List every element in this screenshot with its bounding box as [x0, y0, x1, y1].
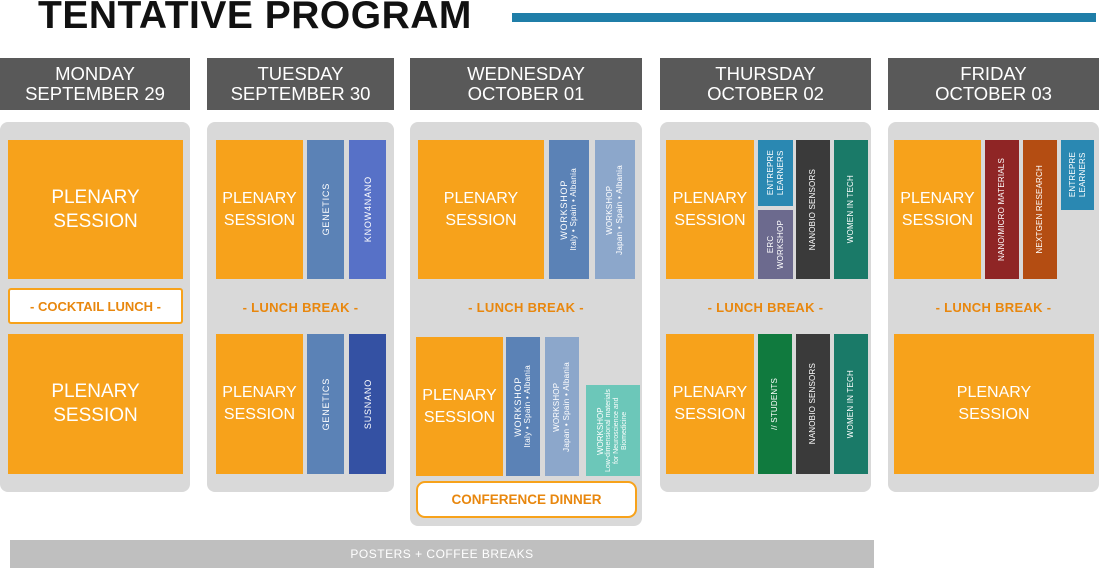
- workshop-countries: Japan • Spain • Albania: [615, 164, 624, 255]
- day-header-thursday: [660, 58, 871, 110]
- session-women-in-tech-pm: [834, 334, 868, 474]
- plenary-session-am: [666, 140, 754, 279]
- plenary-label: PLENARY: [900, 189, 975, 207]
- plenary-session-pm: [894, 334, 1094, 474]
- workshop-label: [513, 365, 533, 448]
- day-header-wednesday: [410, 58, 642, 110]
- day-name: MONDAY: [55, 63, 135, 84]
- column-thursday: [660, 122, 871, 492]
- day-name: THURSDAY: [715, 63, 816, 84]
- day-date: OCTOBER 01: [467, 83, 585, 104]
- lunch-break: - LUNCH BREAK -: [242, 300, 359, 315]
- plenary-session-pm: [8, 334, 183, 474]
- day-date: OCTOBER 02: [707, 83, 824, 104]
- workshop-countries: Japan • Spain • Albania: [562, 361, 571, 452]
- session-entrepre-learners: [758, 140, 793, 206]
- session-students: [758, 334, 792, 474]
- session-nextgen-research: [1023, 140, 1057, 279]
- plenary-session-am: [418, 140, 544, 279]
- plenary-label: SESSION: [53, 405, 138, 426]
- workshop-title: WORKSHOP: [559, 179, 569, 240]
- column-monday: [0, 122, 190, 492]
- column-wednesday: [410, 122, 642, 526]
- workshop-countries: Italy • Spain • Albania: [523, 365, 532, 448]
- workshop-label: [559, 168, 579, 251]
- workshop-japan-am: [595, 140, 635, 279]
- session-label: NEXTGEN RESEARCH: [1035, 165, 1044, 254]
- conference-dinner: CONFERENCE DINNER: [416, 481, 637, 518]
- plenary-label: SESSION: [53, 210, 138, 232]
- column-tuesday: [207, 122, 394, 492]
- day-header-monday: [0, 58, 190, 110]
- workshop-countries: Italy • Spain • Albania: [569, 168, 578, 251]
- workshop-italy-pm: [506, 337, 540, 476]
- session-entrepre-learners: [1061, 140, 1094, 210]
- session-label: SUSNANO: [362, 378, 373, 430]
- workshop-label: [597, 388, 629, 474]
- plenary-session-pm: [216, 334, 303, 474]
- session-nano-micro-materials: [985, 140, 1019, 279]
- plenary-label: PLENARY: [222, 384, 297, 401]
- plenary-label: PLENARY: [443, 189, 519, 207]
- day-date: SEPTEMBER 29: [25, 83, 165, 104]
- day-header-friday: [888, 58, 1099, 110]
- session-label: // STUDENTS: [770, 378, 779, 430]
- session-label: WOMEN IN TECH: [846, 369, 855, 439]
- day-date: SEPTEMBER 30: [230, 83, 371, 104]
- day-header-tuesday: [207, 58, 394, 110]
- session-genetics-pm: [307, 334, 344, 474]
- plenary-session-pm: [416, 337, 503, 476]
- session-genetics-am: [307, 140, 344, 279]
- plenary-label: PLENARY: [672, 384, 748, 401]
- plenary-label: PLENARY: [956, 384, 1032, 401]
- session-label-line: ENTREPRE: [765, 150, 775, 196]
- session-label: KNOW4NANO: [362, 176, 373, 243]
- session-label: [766, 220, 786, 269]
- session-label: NANOBIO SENSORS: [808, 168, 817, 251]
- session-label-line: LEARNERS: [1077, 152, 1087, 198]
- workshop-japan-pm: [545, 337, 579, 476]
- plenary-label: SESSION: [423, 408, 496, 426]
- posters-coffee-breaks-bar: POSTERS + COFFEE BREAKS: [10, 540, 874, 568]
- session-nanobio-sensors-pm: [796, 334, 830, 474]
- session-susnano: [349, 334, 386, 474]
- session-label: NANOBIO SENSORS: [808, 363, 817, 445]
- session-label-line: LEARNERS: [775, 150, 785, 196]
- plenary-label: SESSION: [958, 406, 1030, 423]
- workshop-title: WORKSHOP: [605, 184, 614, 235]
- plenary-session-am: [8, 140, 183, 279]
- plenary-label: SESSION: [674, 406, 746, 423]
- session-erc-workshop: [758, 210, 793, 279]
- session-label: [766, 150, 786, 195]
- session-label-line: ERC: [765, 235, 775, 254]
- day-name: FRIDAY: [960, 63, 1027, 84]
- day-name: TUESDAY: [257, 63, 344, 84]
- lunch-break: - LUNCH BREAK -: [935, 300, 1052, 315]
- plenary-label: SESSION: [223, 406, 296, 423]
- session-women-in-tech-am: [834, 140, 868, 279]
- cocktail-lunch: - COCKTAIL LUNCH -: [8, 288, 183, 324]
- day-name: WEDNESDAY: [467, 63, 585, 84]
- day-date: OCTOBER 03: [935, 83, 1052, 104]
- plenary-label: PLENARY: [222, 189, 297, 207]
- session-nanobio-sensors-am: [796, 140, 830, 279]
- plenary-label: SESSION: [674, 211, 746, 229]
- session-label: NANO/MICRO MATERIALS: [997, 158, 1006, 261]
- plenary-label: PLENARY: [51, 381, 140, 402]
- plenary-label: PLENARY: [672, 189, 748, 207]
- workshop-topic: Low-dimensional materials for Neuroscience and Biomedicine: [605, 389, 628, 472]
- plenary-label: SESSION: [445, 211, 517, 229]
- page-title: TENTATIVE PROGRAM: [38, 0, 472, 37]
- plenary-label: SESSION: [901, 211, 974, 229]
- plenary-label: PLENARY: [422, 386, 497, 404]
- workshop-title: WORKSHOP: [513, 376, 523, 437]
- session-know4nano: [349, 140, 386, 279]
- workshop-title: WORKSHOP: [552, 381, 561, 432]
- workshop-label: [552, 362, 572, 452]
- plenary-session-am: [216, 140, 303, 279]
- workshop-title: WORKSHOP: [596, 406, 605, 455]
- session-label-line: ENTREPRE: [1067, 152, 1077, 198]
- plenary-label: SESSION: [223, 211, 296, 229]
- plenary-session-pm: [666, 334, 754, 474]
- session-label-line: WORKSHOP: [775, 219, 785, 270]
- session-label: WOMEN IN TECH: [846, 175, 855, 244]
- workshop-italy-am: [549, 140, 589, 279]
- lunch-break: - LUNCH BREAK -: [468, 300, 584, 315]
- lunch-break: - LUNCH BREAK -: [707, 300, 824, 315]
- column-friday: [888, 122, 1099, 492]
- plenary-session-am: [894, 140, 981, 279]
- session-label: GENETICS: [320, 377, 331, 431]
- workshop-low-dimensional: [586, 385, 640, 476]
- title-rule: [512, 13, 1096, 22]
- session-label: [1068, 152, 1088, 197]
- plenary-label: PLENARY: [51, 186, 140, 208]
- session-label: GENETICS: [320, 183, 331, 236]
- workshop-label: [605, 165, 625, 255]
